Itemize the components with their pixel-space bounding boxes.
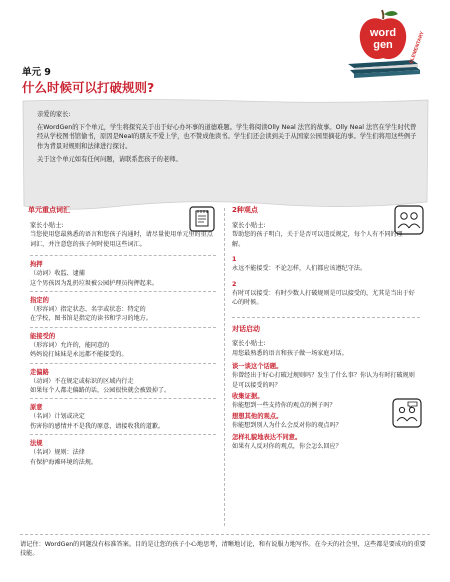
vocab-definition: （动词）收监、逮捕	[30, 270, 85, 278]
vocab-entry	[30, 296, 216, 324]
unit-number: 单元 9	[22, 67, 51, 78]
talk-prompt-label: 谈一谈这个话题。	[232, 363, 283, 371]
talk-prompt-label: 想想其他的观点。	[232, 413, 283, 421]
footer-divider	[20, 534, 430, 535]
vocab-word: 指定的	[30, 297, 49, 305]
speech-bubbles-icon	[392, 398, 422, 428]
letter-greeting: 亲爱的家长:	[37, 111, 71, 118]
vocab-example: 伤害你的感情并不是我的原意，请接收我的道歉。	[30, 422, 165, 430]
wordgen-logo	[338, 6, 430, 86]
vocab-entry	[30, 260, 216, 288]
logo-line1: word	[369, 27, 397, 39]
notepad-icon	[188, 205, 216, 233]
talk-tip-title: 家长小贴士:	[232, 340, 266, 348]
vocab-entry	[30, 403, 216, 431]
vocabulary-heading: 单元重点词汇	[28, 206, 70, 214]
talk-prompt-text: 你能想到别人为什么会反对你的观点吗？	[232, 422, 342, 430]
vocab-entry	[30, 439, 216, 467]
vocab-example: 妈妈说打妹妹是永远都不能接受的。	[30, 351, 128, 359]
vocabulary-tip-body: 当您使用您最熟悉的语言和您孩子沟通时，请尽量使用单元里的重点词汇，并注意您的孩子何时使用这些词汇。	[30, 231, 213, 248]
view-2	[232, 280, 420, 308]
talk-prompt-label: 收集证据。	[232, 393, 264, 401]
vocab-example: 有保护海滩环境的法规。	[30, 458, 98, 466]
letter-paragraph-2: 关于这个单元如有任何问题，请联系您孩子的老师。	[37, 155, 182, 163]
vocab-word: 原意	[30, 404, 43, 412]
vocab-word: 法规	[30, 440, 43, 448]
view-number: 1	[232, 256, 237, 264]
vocab-word: 走偏路	[30, 368, 49, 376]
vocab-word: 拘押	[30, 261, 43, 269]
view-1	[232, 255, 420, 273]
column-divider	[224, 208, 225, 526]
talk-prompt-label: 怎样礼貌地表达不同意。	[232, 433, 302, 441]
talk-prompt-text: 你能想到一些支持你的观点的例子吗？	[232, 402, 336, 410]
view-text: 永远不能接受：不论怎样，人们都应该遵纪守法。	[232, 265, 367, 273]
vocab-entry	[30, 368, 216, 396]
parent-letter	[21, 98, 430, 212]
talk-prompt-text: 你曾经出于好心打破过规则吗？发生了什么事？你认为有时打破规则是可以接受的吗？	[232, 372, 415, 389]
talk-heading: 对话启动	[232, 325, 260, 334]
sides-tip-title: 家长小贴士:	[232, 222, 266, 229]
vocab-example: 在学校，图书馆是指定的读书和学习的地方。	[30, 315, 152, 323]
vocab-definition: （名词）计划或决定	[30, 413, 85, 421]
logo-tag: ELEMENTARY	[408, 30, 426, 65]
talk-prompt-text: 如果有人反对你的观点，你会怎么回应？	[232, 442, 342, 450]
footer-note: 请记住：WordGen的问题没有标准答案。目的是让您的孩子小心地思考，清晰地讨论，和有说服力地写作。在今天的社会里，这些都是要成功的重要技能。	[20, 541, 426, 558]
vocab-definition: （名词）规则：法律	[30, 449, 85, 457]
vocab-word: 能接受的	[30, 332, 56, 340]
talk-prompt	[232, 362, 420, 390]
view-text: 有时可以接受：有时少数人打破规则是可以接受的，尤其是当出于好心的时候。	[232, 289, 415, 307]
talk-tip-body: 用您最熟悉的语言和孩子做一场家庭对话。	[232, 349, 348, 357]
vocab-entry	[30, 332, 216, 360]
vocab-definition: （形容词）允许的，能同意的	[30, 341, 110, 349]
vocabulary-tip-title: 家长小贴士:	[30, 222, 64, 229]
letter-paragraph-1: 在WordGen的下个单元，学生将探究关于出于好心办坏事的道德难题。学生将阅读Olly Neal 法官的故事。Olly Neal 法官在学生时代曾经从学校图书馆偷书，原因是Neal的朋友不爱上学，也不赞成他读书。学生们还会读到关于从国家公园里摘花的事。学生们将用这些例子作为背景对规则和法律进行探讨。	[37, 123, 417, 150]
vocab-example: 这个男孩因为乱扔垃圾被公园护理员拘押起来。	[30, 279, 158, 287]
conversation-section	[232, 324, 420, 451]
vocab-definition: （形容词）指定状态、名字或状态：特定的	[30, 306, 146, 314]
sides-heading: 2种观点	[232, 206, 258, 214]
logo-line2: gen	[373, 39, 393, 51]
sides-tip-body: 帮助您的孩子明白，关于是否可以违反规定，每个人有不同的理解。	[232, 231, 403, 248]
view-number: 2	[232, 280, 237, 288]
vocab-definition: （动词）不在规定或标识的区域内行走	[30, 377, 134, 385]
vocabulary-section	[30, 205, 216, 467]
vocab-example: 如果每个人都走偏路的话，公园很快就会被毁掉了。	[30, 387, 171, 395]
page-title: 什么时候可以打破规则?	[22, 80, 155, 95]
two-people-icon	[394, 205, 424, 235]
talk-prompt	[232, 433, 420, 451]
